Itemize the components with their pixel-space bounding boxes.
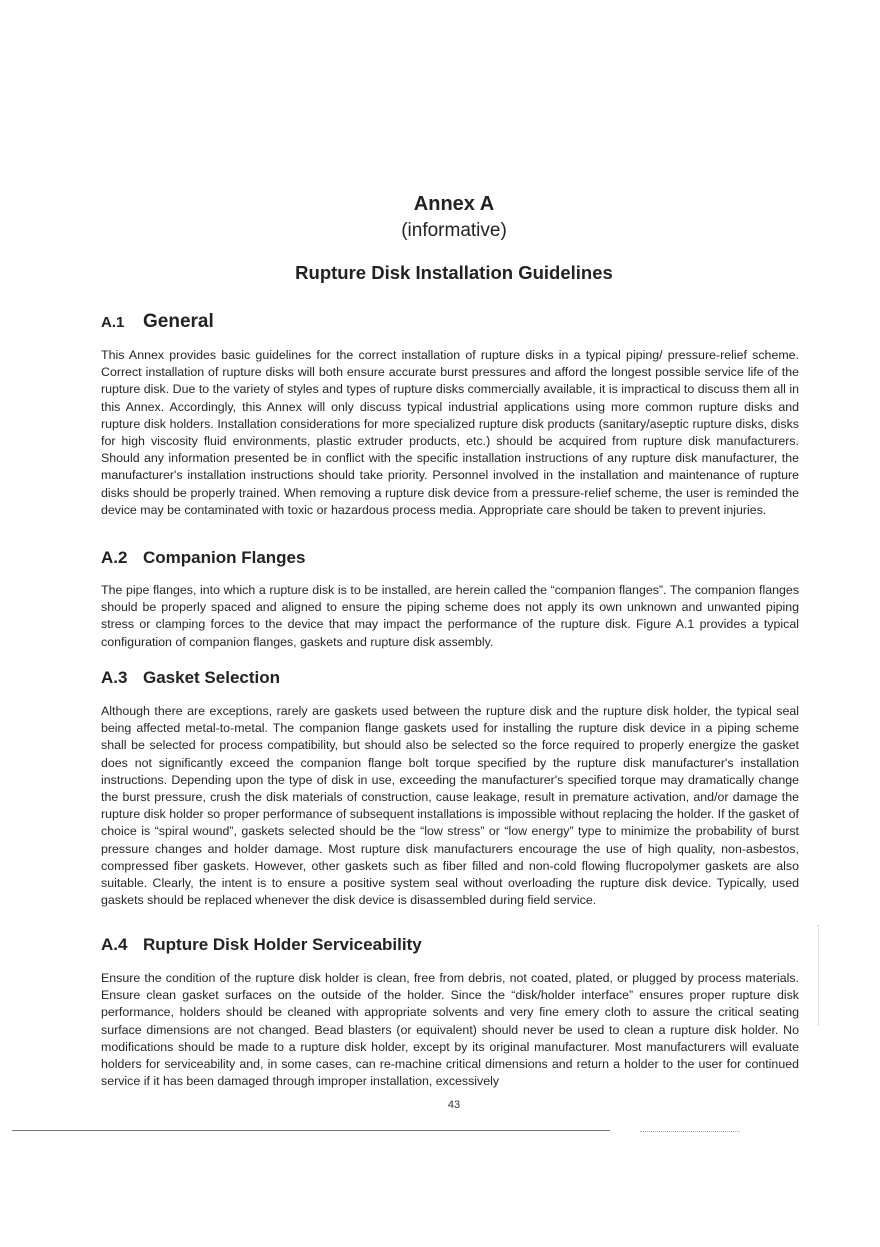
section-title: Gasket Selection xyxy=(143,668,281,687)
page-number: 43 xyxy=(447,1099,461,1111)
section-title: Rupture Disk Holder Serviceability xyxy=(143,935,422,954)
document-title: Rupture Disk Installation Guidelines xyxy=(295,262,613,283)
paragraph-companion-flanges: The pipe flanges, into which a rupture disk is to be installed, are herein called the “companion flanges”. The companion flanges should be properly spaced and aligned to ensure the piping scheme does not apply its own unknown and unwanted piping stress or clamping forces to the device that may impact the performance of the rupture disk. Figure A.1 provides a typical configuration of companion flanges, gaskets and rupture disk assembly. xyxy=(101,583,799,649)
footer-scan-artifact xyxy=(640,1131,740,1132)
section-heading-holder-serviceability xyxy=(101,935,422,955)
section-title: Companion Flanges xyxy=(143,548,306,567)
section-heading-companion-flanges xyxy=(101,548,305,568)
annex-title: Annex A xyxy=(413,193,495,215)
paragraph-general: This Annex provides basic guidelines for the correct installation of rupture disks in a typical piping/ pressure-relief scheme. Correct installation of rupture disks will both ensure accurate burst pressures and afford the longest possible service life of the rupture disk. Due to the variety of styles and types of rupture disks commercially available, it is impractical to discuss them all in this Annex. Accordingly, this Annex will only discuss typical industrial applications using more common rupture disks and rupture disk holders. Installation considerations for more specialized rupture disk products (sanitary/aseptic rupture disks, disks for high viscosity fluid environments, plastic extruder products, etc.) should be acquired from rupture disk manufacturers. Should any information presented be in conflict with the specific installation instructions of any rupture disk manufacturer, the manufacturer's installation instructions should take priority. Personnel involved in the installation and maintenance of rupture disks should be properly trained. When removing a rupture disk device from a pressure-relief scheme, the user is reminded the device may be contaminated with toxic or hazardous process media. Appropriate care should be taken to prevent injuries. xyxy=(101,348,799,517)
paragraph-gasket-selection: Although there are exceptions, rarely are gaskets used between the rupture disk and the rupture disk holder, the typical seal being affected metal-to-metal. The companion flange gaskets used for installing the rupture disk device in a piping scheme shall be selected for process compatibility, but should also be selected so the force required to properly energize the gasket does not significantly exceed the companion flange bolt torque specified by the rupture disk manufacturer's installation instructions. Depending upon the type of disk in use, exceeding the manufacturer's specified torque may dramatically change the burst pressure, crush the disk materials of construction, cause leakage, result in premature activation, and/or damage the rupture disk holder so proper performance of subsequent installations is impossible without replacing the holder. If the gasket of choice is “spiral wound”, gaskets selected should be the “low stress” or “low energy” type to minimize the probability of burst pressure changes and holder damage. Most rupture disk manufacturers encourage the use of high quality, non-asbestos, compressed fiber gaskets. However, other gaskets such as fiber filled and non-cold flowing flucropolymer gaskets are also suitable. Clearly, the intent is to ensure a positive system seal without overloading the rupture disk device. Typically, used gaskets should be replaced whenever the disk device is disassembled during field service. xyxy=(101,704,799,908)
section-heading-general xyxy=(101,311,214,333)
margin-scan-artifact xyxy=(818,925,819,1025)
footer-rule xyxy=(12,1130,610,1131)
section-title: General xyxy=(143,311,214,332)
paragraph-holder-serviceability: Ensure the condition of the rupture disk holder is clean, free from debris, not coated, plated, or plugged by process materials. Ensure clean gasket surfaces on the outside of the holder. Since the “disk/holder interface” ensures proper rupture disk performance, holders should be cleaned with appropriate solvents and very fine emery cloth to assure the critical seating surface dimensions are not changed. Bead blasters (or equivalent) should never be used to clean a rupture disk holder. No modifications should be made to a rupture disk holder, except by its original manufacturer. Most manufacturers will evaluate holders for serviceability and, in some cases, can re-machine critical dimensions and return a holder to the user for continued service if it has been damaged through improper installation, excessively xyxy=(101,971,799,1089)
section-number: A.3 xyxy=(101,668,128,687)
section-number: A.4 xyxy=(101,935,128,954)
section-number: A.2 xyxy=(101,548,128,567)
section-heading-gasket-selection xyxy=(101,668,280,688)
annex-subtitle: (informative) xyxy=(401,220,507,241)
section-number: A.1 xyxy=(101,314,125,331)
